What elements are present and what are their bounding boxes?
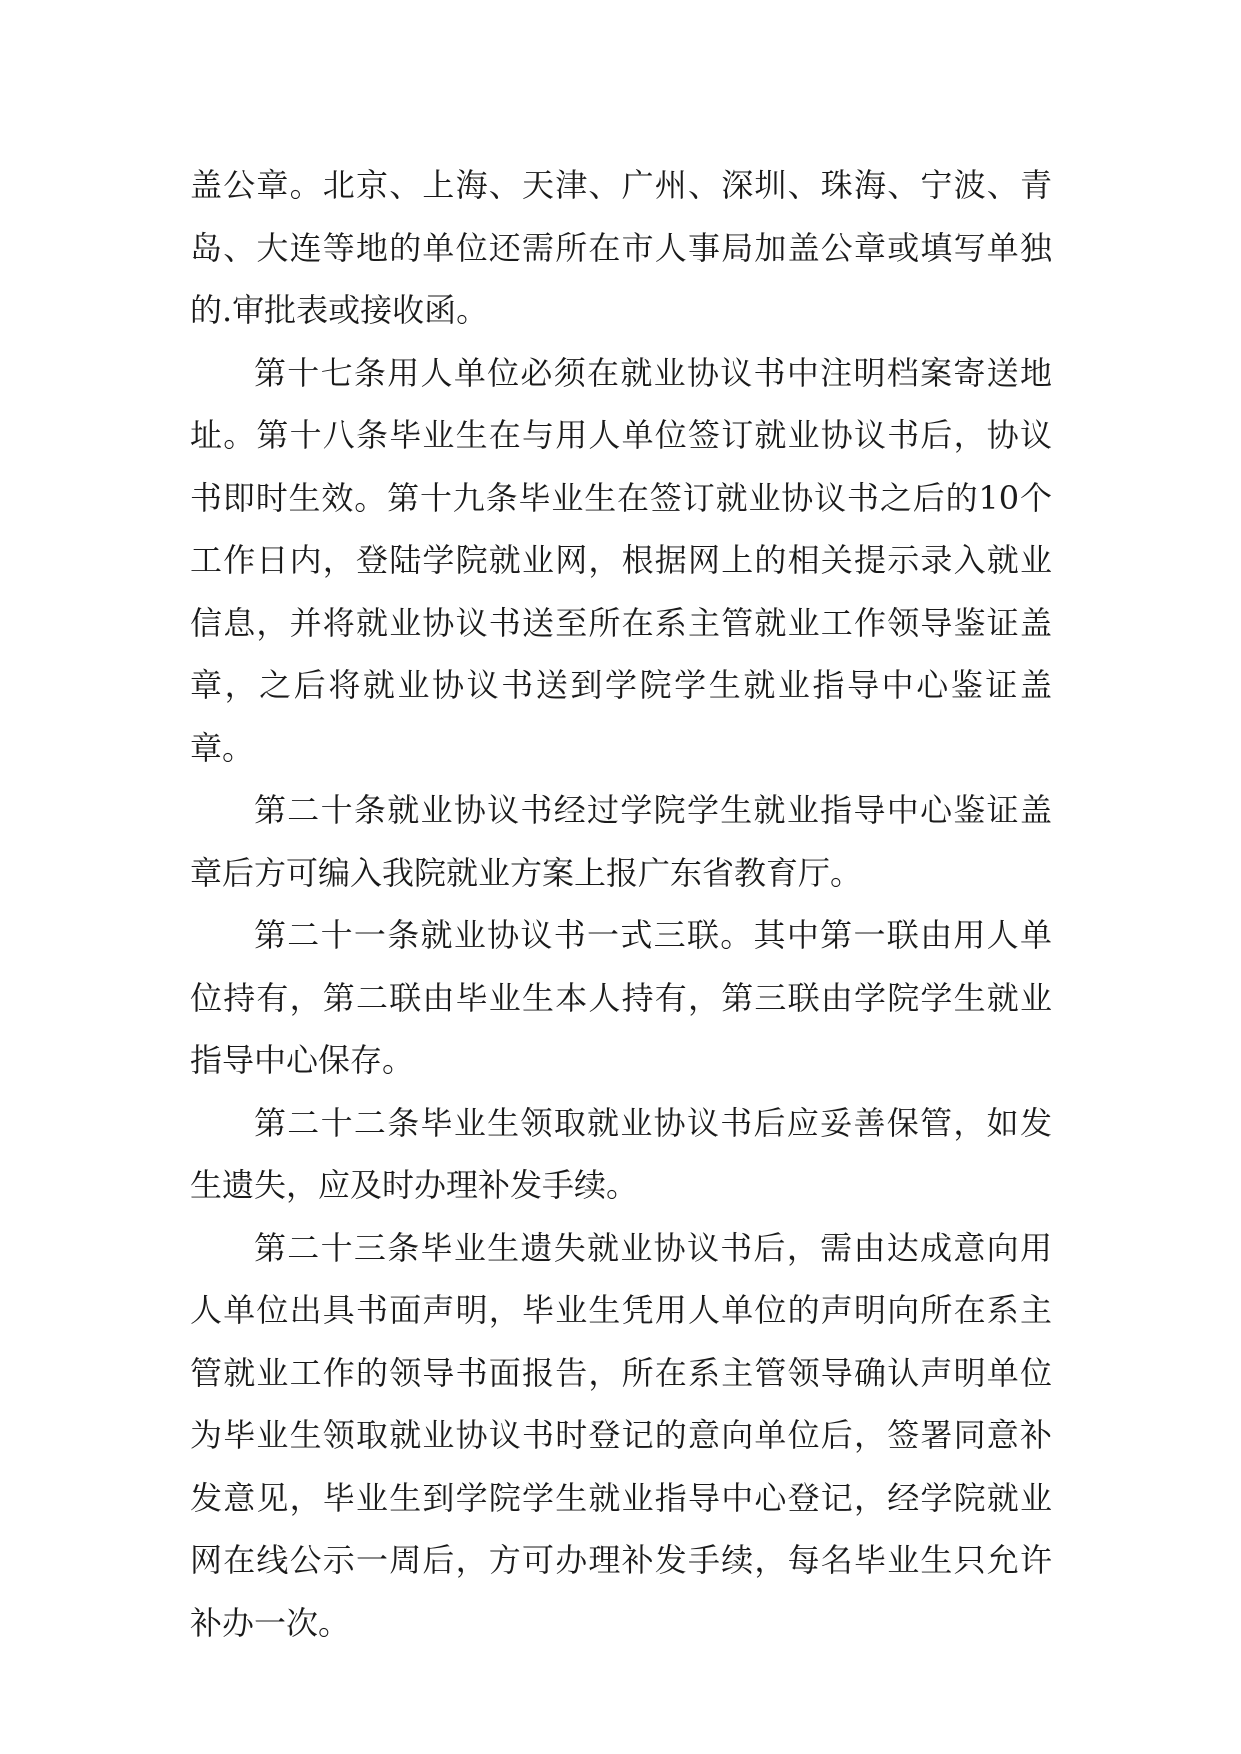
document-body <box>190 154 1052 1654</box>
paragraph-article-21: 第二十一条就业协议书一式三联。其中第一联由用人单位持有，第二联由毕业生本人持有，第三联由学院学生就业指导中心保存。 <box>190 916 1052 1079</box>
paragraph-article-20: 第二十条就业协议书经过学院学生就业指导中心鉴证盖章后方可编入我院就业方案上报广东省教育厅。 <box>190 791 1052 892</box>
paragraph-article-23: 第二十三条毕业生遗失就业协议书后，需由达成意向用人单位出具书面声明，毕业生凭用人单位的声明向所在系主管就业工作的领导书面报告，所在系主管领导确认声明单位为毕业生领取就业协议书时登记的意向单位后，签署同意补发意见，毕业生到学院学生就业指导中心登记，经学院就业网在线公示一周后，方可办理补发手续，每名毕业生只允许补办一次。 <box>190 1228 1052 1642</box>
paragraph-article-17-19: 第十七条用人单位必须在就业协议书中注明档案寄送地址。第十八条毕业生在与用人单位签订就业协议书后，协议书即时生效。第十九条毕业生在签订就业协议书之后的10个工作日内，登陆学院就业网，根据网上的相关提示录入就业信息，并将就业协议书送至所在系主管就业工作领导鉴证盖章，之后将就业协议书送到学院学生就业指导中心鉴证盖章。 <box>190 353 1052 767</box>
paragraph-continuation: 盖公章。北京、上海、天津、广州、深圳、珠海、宁波、青岛、大连等地的单位还需所在市人事局加盖公章或填写单独的.审批表或接收函。 <box>190 166 1052 329</box>
paragraph-article-22: 第二十二条毕业生领取就业协议书后应妥善保管，如发生遗失，应及时办理补发手续。 <box>190 1103 1052 1204</box>
